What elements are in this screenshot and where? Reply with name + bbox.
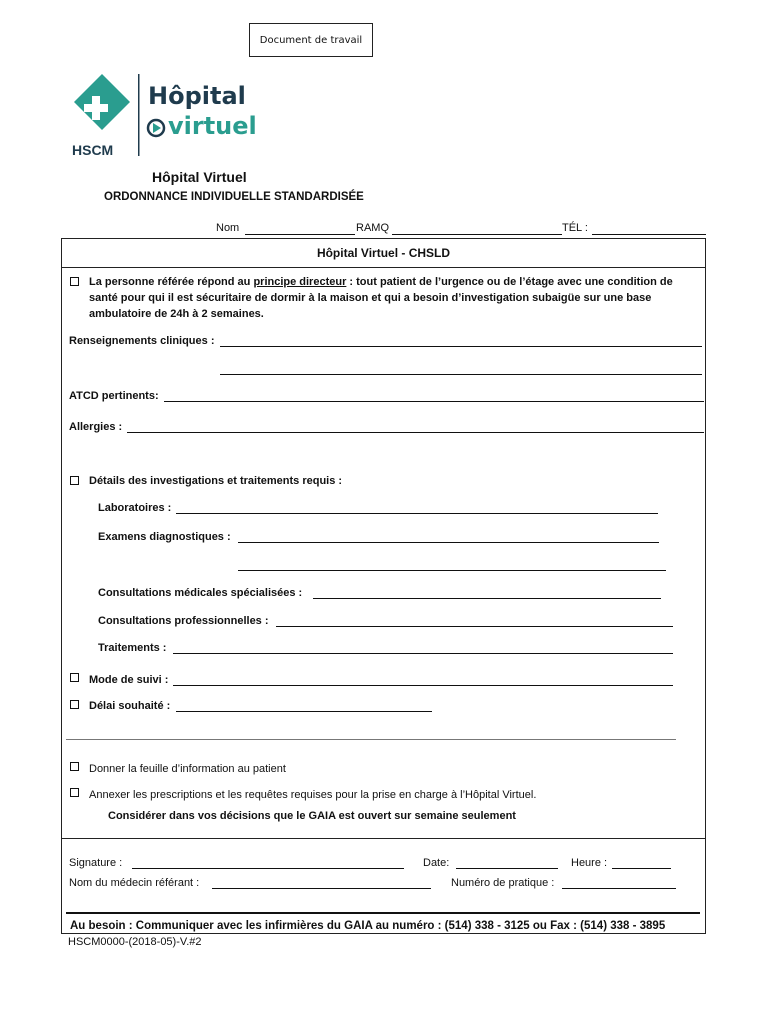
- allergies-field[interactable]: [127, 432, 704, 433]
- principle-text: La personne référée répond au principe directeur : tout patient de l’urgence ou de l’étage avec une condition de santé pour qui il est sécuritaire de dormir à la maison et qui a besoin d’investigation subaigüe sur une base ambulatoire de 24h à 2 semaines.: [89, 276, 673, 320]
- renseignements-field-2[interactable]: [220, 374, 702, 375]
- divider: [66, 739, 676, 740]
- date-label: Date:: [423, 857, 450, 869]
- tel-label: TÉL :: [562, 222, 588, 234]
- nom-field[interactable]: [245, 234, 355, 235]
- traitements-field[interactable]: [173, 653, 673, 654]
- logo-line2: virtuel: [168, 112, 257, 140]
- atcd-field[interactable]: [164, 401, 704, 402]
- section-title: Hôpital Virtuel - CHSLD: [61, 238, 706, 268]
- annexer-checkbox[interactable]: [70, 788, 79, 797]
- heure-label: Heure :: [571, 857, 608, 869]
- feuille-label: Donner la feuille d’information au patient: [89, 763, 286, 775]
- renseignements-label: Renseignements cliniques :: [69, 335, 215, 347]
- delai-checkbox[interactable]: [70, 700, 79, 709]
- mode-suivi-label: Mode de suivi :: [89, 674, 169, 686]
- page-title: Hôpital Virtuel: [152, 169, 247, 185]
- mode-suivi-field[interactable]: [173, 685, 673, 686]
- logo-line1: Hôpital: [148, 82, 246, 110]
- consult-pro-field[interactable]: [276, 626, 673, 627]
- examens-label: Examens diagnostiques :: [98, 531, 231, 543]
- details-heading: Détails des investigations et traitements requis :: [89, 475, 343, 487]
- numero-field[interactable]: [562, 888, 676, 889]
- form-code: HSCM0000-(2018-05)-V.#2: [68, 936, 202, 948]
- renseignements-field[interactable]: [220, 346, 702, 347]
- consult-med-label: Consultations médicales spécialisées :: [98, 587, 303, 599]
- delai-label: Délai souhaité :: [89, 700, 171, 712]
- page-subtitle: ORDONNANCE INDIVIDUELLE STANDARDISÉE: [104, 191, 364, 203]
- feuille-checkbox[interactable]: [70, 762, 79, 771]
- delai-field[interactable]: [176, 711, 432, 712]
- signature-field[interactable]: [132, 868, 404, 869]
- heure-field[interactable]: [612, 868, 671, 869]
- draft-label: Document de travail: [249, 23, 373, 57]
- mode-suivi-checkbox[interactable]: [70, 673, 79, 682]
- ramq-field[interactable]: [392, 234, 562, 235]
- medecin-field[interactable]: [212, 888, 431, 889]
- ramq-label: RAMQ: [356, 222, 389, 234]
- laboratoires-field[interactable]: [176, 513, 658, 514]
- annexer-label: Annexer les prescriptions et les requêtes requises pour la prise en charge à l’Hôpital Virtuel.: [89, 789, 537, 801]
- principle-link: principe directeur: [253, 276, 347, 288]
- numero-label: Numéro de pratique :: [451, 877, 555, 889]
- consult-pro-label: Consultations professionnelles :: [98, 615, 269, 627]
- traitements-label: Traitements :: [98, 642, 167, 654]
- tel-field[interactable]: [592, 234, 706, 235]
- details-checkbox[interactable]: [70, 476, 79, 485]
- principle-checkbox[interactable]: [70, 277, 79, 286]
- atcd-label: ATCD pertinents:: [69, 390, 159, 402]
- logo-abbr: HSCM: [72, 142, 114, 158]
- footer-contact: Au besoin : Communiquer avec les infirmières du GAIA au numéro : (514) 338 - 3125 ou Fax : (514) 338 - 3895: [70, 920, 666, 932]
- nom-label: Nom: [216, 222, 240, 234]
- examens-field[interactable]: [238, 542, 659, 543]
- date-field[interactable]: [456, 868, 558, 869]
- hospital-logo: [70, 72, 260, 162]
- footer-divider: [66, 912, 700, 914]
- medecin-label: Nom du médecin référant :: [69, 877, 200, 889]
- laboratoires-label: Laboratoires :: [98, 502, 172, 514]
- consult-med-field[interactable]: [313, 598, 661, 599]
- gaia-note: Considérer dans vos décisions que le GAIA est ouvert sur semaine seulement: [108, 810, 516, 822]
- examens-field-2[interactable]: [238, 570, 666, 571]
- allergies-label: Allergies :: [69, 421, 123, 433]
- signature-label: Signature :: [69, 857, 123, 869]
